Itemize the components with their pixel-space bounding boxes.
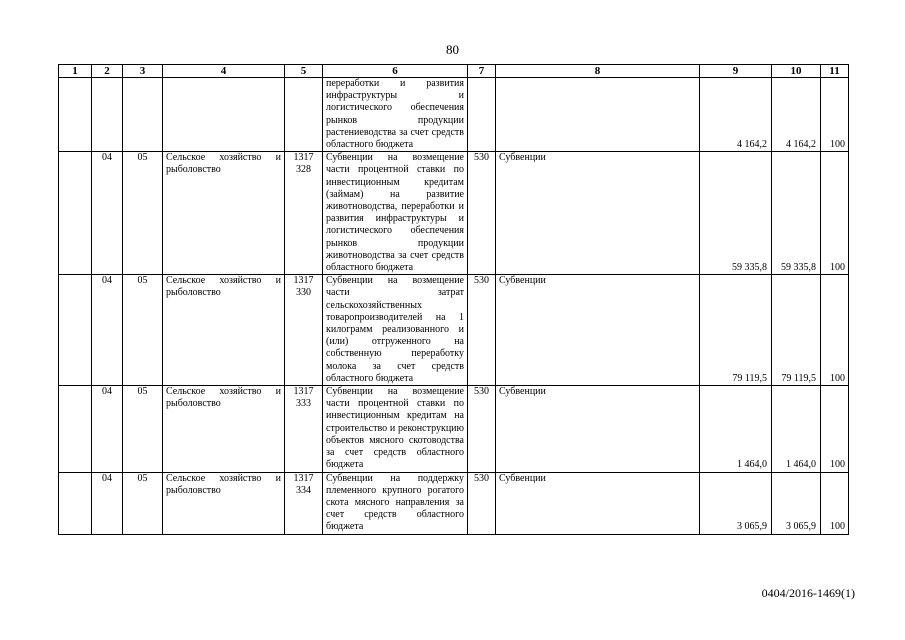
cell-percent: 100 <box>821 275 849 386</box>
cell-subsection: 05 <box>123 152 163 275</box>
cell-expense-type: Субвенции <box>496 472 700 534</box>
cell-expense-type: Субвенции <box>496 386 700 472</box>
cell-col1 <box>59 386 92 472</box>
cell-plan: 59 335,8 <box>700 152 772 275</box>
cell-col1 <box>59 152 92 275</box>
table-row <box>59 472 849 534</box>
cell-section-name: Сельское хозяйство и рыболовство <box>163 152 285 275</box>
cell-expense-type <box>496 78 700 152</box>
cell-expense-type: Субвенции <box>496 275 700 386</box>
col-header-10: 10 <box>772 65 821 78</box>
document-code: 0404/2016-1469(1) <box>761 586 855 600</box>
cell-target-code: 1317 333 <box>285 386 323 472</box>
col-header-4: 4 <box>163 65 285 78</box>
cell-plan: 4 164,2 <box>700 78 772 152</box>
cell-subsection: 05 <box>123 386 163 472</box>
cell-target-code: 1317 330 <box>285 275 323 386</box>
cell-subsection: 05 <box>123 275 163 386</box>
cell-plan: 1 464,0 <box>700 386 772 472</box>
cell-col1 <box>59 275 92 386</box>
cell-section: 04 <box>92 152 123 275</box>
col-header-6: 6 <box>323 65 468 78</box>
col-header-2: 2 <box>92 65 123 78</box>
cell-actual: 1 464,0 <box>772 386 821 472</box>
col-header-3: 3 <box>123 65 163 78</box>
cell-col1 <box>59 78 92 152</box>
budget-table <box>58 64 849 535</box>
cell-target-code: 1317 334 <box>285 472 323 534</box>
header-row <box>59 65 849 78</box>
cell-expense-code: 530 <box>468 152 496 275</box>
table-row <box>59 386 849 472</box>
cell-plan: 79 119,5 <box>700 275 772 386</box>
cell-section: 04 <box>92 386 123 472</box>
page-number: 80 <box>446 42 459 57</box>
cell-description: Субвенции на возмещение части процентной ставки по инвестиционным кредитам на строительство и реконструкцию объектов мясного скотоводства за счет средств областного бюджета <box>323 386 468 472</box>
table-row <box>59 78 849 152</box>
cell-expense-code <box>468 78 496 152</box>
col-header-9: 9 <box>700 65 772 78</box>
cell-section: 04 <box>92 275 123 386</box>
cell-expense-code: 530 <box>468 386 496 472</box>
cell-actual: 3 065,9 <box>772 472 821 534</box>
cell-section <box>92 78 123 152</box>
cell-section-name <box>163 78 285 152</box>
table-row <box>59 275 849 386</box>
cell-section: 04 <box>92 472 123 534</box>
cell-percent: 100 <box>821 152 849 275</box>
cell-target-code <box>285 78 323 152</box>
cell-actual: 79 119,5 <box>772 275 821 386</box>
col-header-8: 8 <box>496 65 700 78</box>
cell-section-name: Сельское хозяйство и рыболовство <box>163 472 285 534</box>
cell-subsection <box>123 78 163 152</box>
cell-percent: 100 <box>821 472 849 534</box>
col-header-7: 7 <box>468 65 496 78</box>
cell-expense-type: Субвенции <box>496 152 700 275</box>
table-row <box>59 152 849 275</box>
cell-col1 <box>59 472 92 534</box>
col-header-11: 11 <box>821 65 849 78</box>
cell-section-name: Сельское хозяйство и рыболовство <box>163 386 285 472</box>
cell-plan: 3 065,9 <box>700 472 772 534</box>
cell-description: Субвенции на возмещение части затрат сельскохозяйственных товаропроизводителей на 1 килограмм реализованного и (или) отгруженного на собственную переработку молока за счет средств областного бюджета <box>323 275 468 386</box>
cell-percent: 100 <box>821 78 849 152</box>
col-header-5: 5 <box>285 65 323 78</box>
cell-actual: 59 335,8 <box>772 152 821 275</box>
col-header-1: 1 <box>59 65 92 78</box>
cell-actual: 4 164,2 <box>772 78 821 152</box>
cell-description: Субвенции на поддержку племенного крупного рогатого скота мясного направления за счет средств областного бюджета <box>323 472 468 534</box>
cell-description: переработки и развития инфраструктуры и логистического обеспечения рынков продукции растениеводства за счет средств областного бюджета <box>323 78 468 152</box>
cell-description: Субвенции на возмещение части процентной ставки по инвестиционным кредитам (займам) на развитие животноводства, переработки и развития инфраструктуры и логистического обеспечения рынков продукции животноводства за счет средств областного бюджета <box>323 152 468 275</box>
cell-expense-code: 530 <box>468 275 496 386</box>
cell-expense-code: 530 <box>468 472 496 534</box>
cell-target-code: 1317 328 <box>285 152 323 275</box>
cell-section-name: Сельское хозяйство и рыболовство <box>163 275 285 386</box>
cell-subsection: 05 <box>123 472 163 534</box>
cell-percent: 100 <box>821 386 849 472</box>
